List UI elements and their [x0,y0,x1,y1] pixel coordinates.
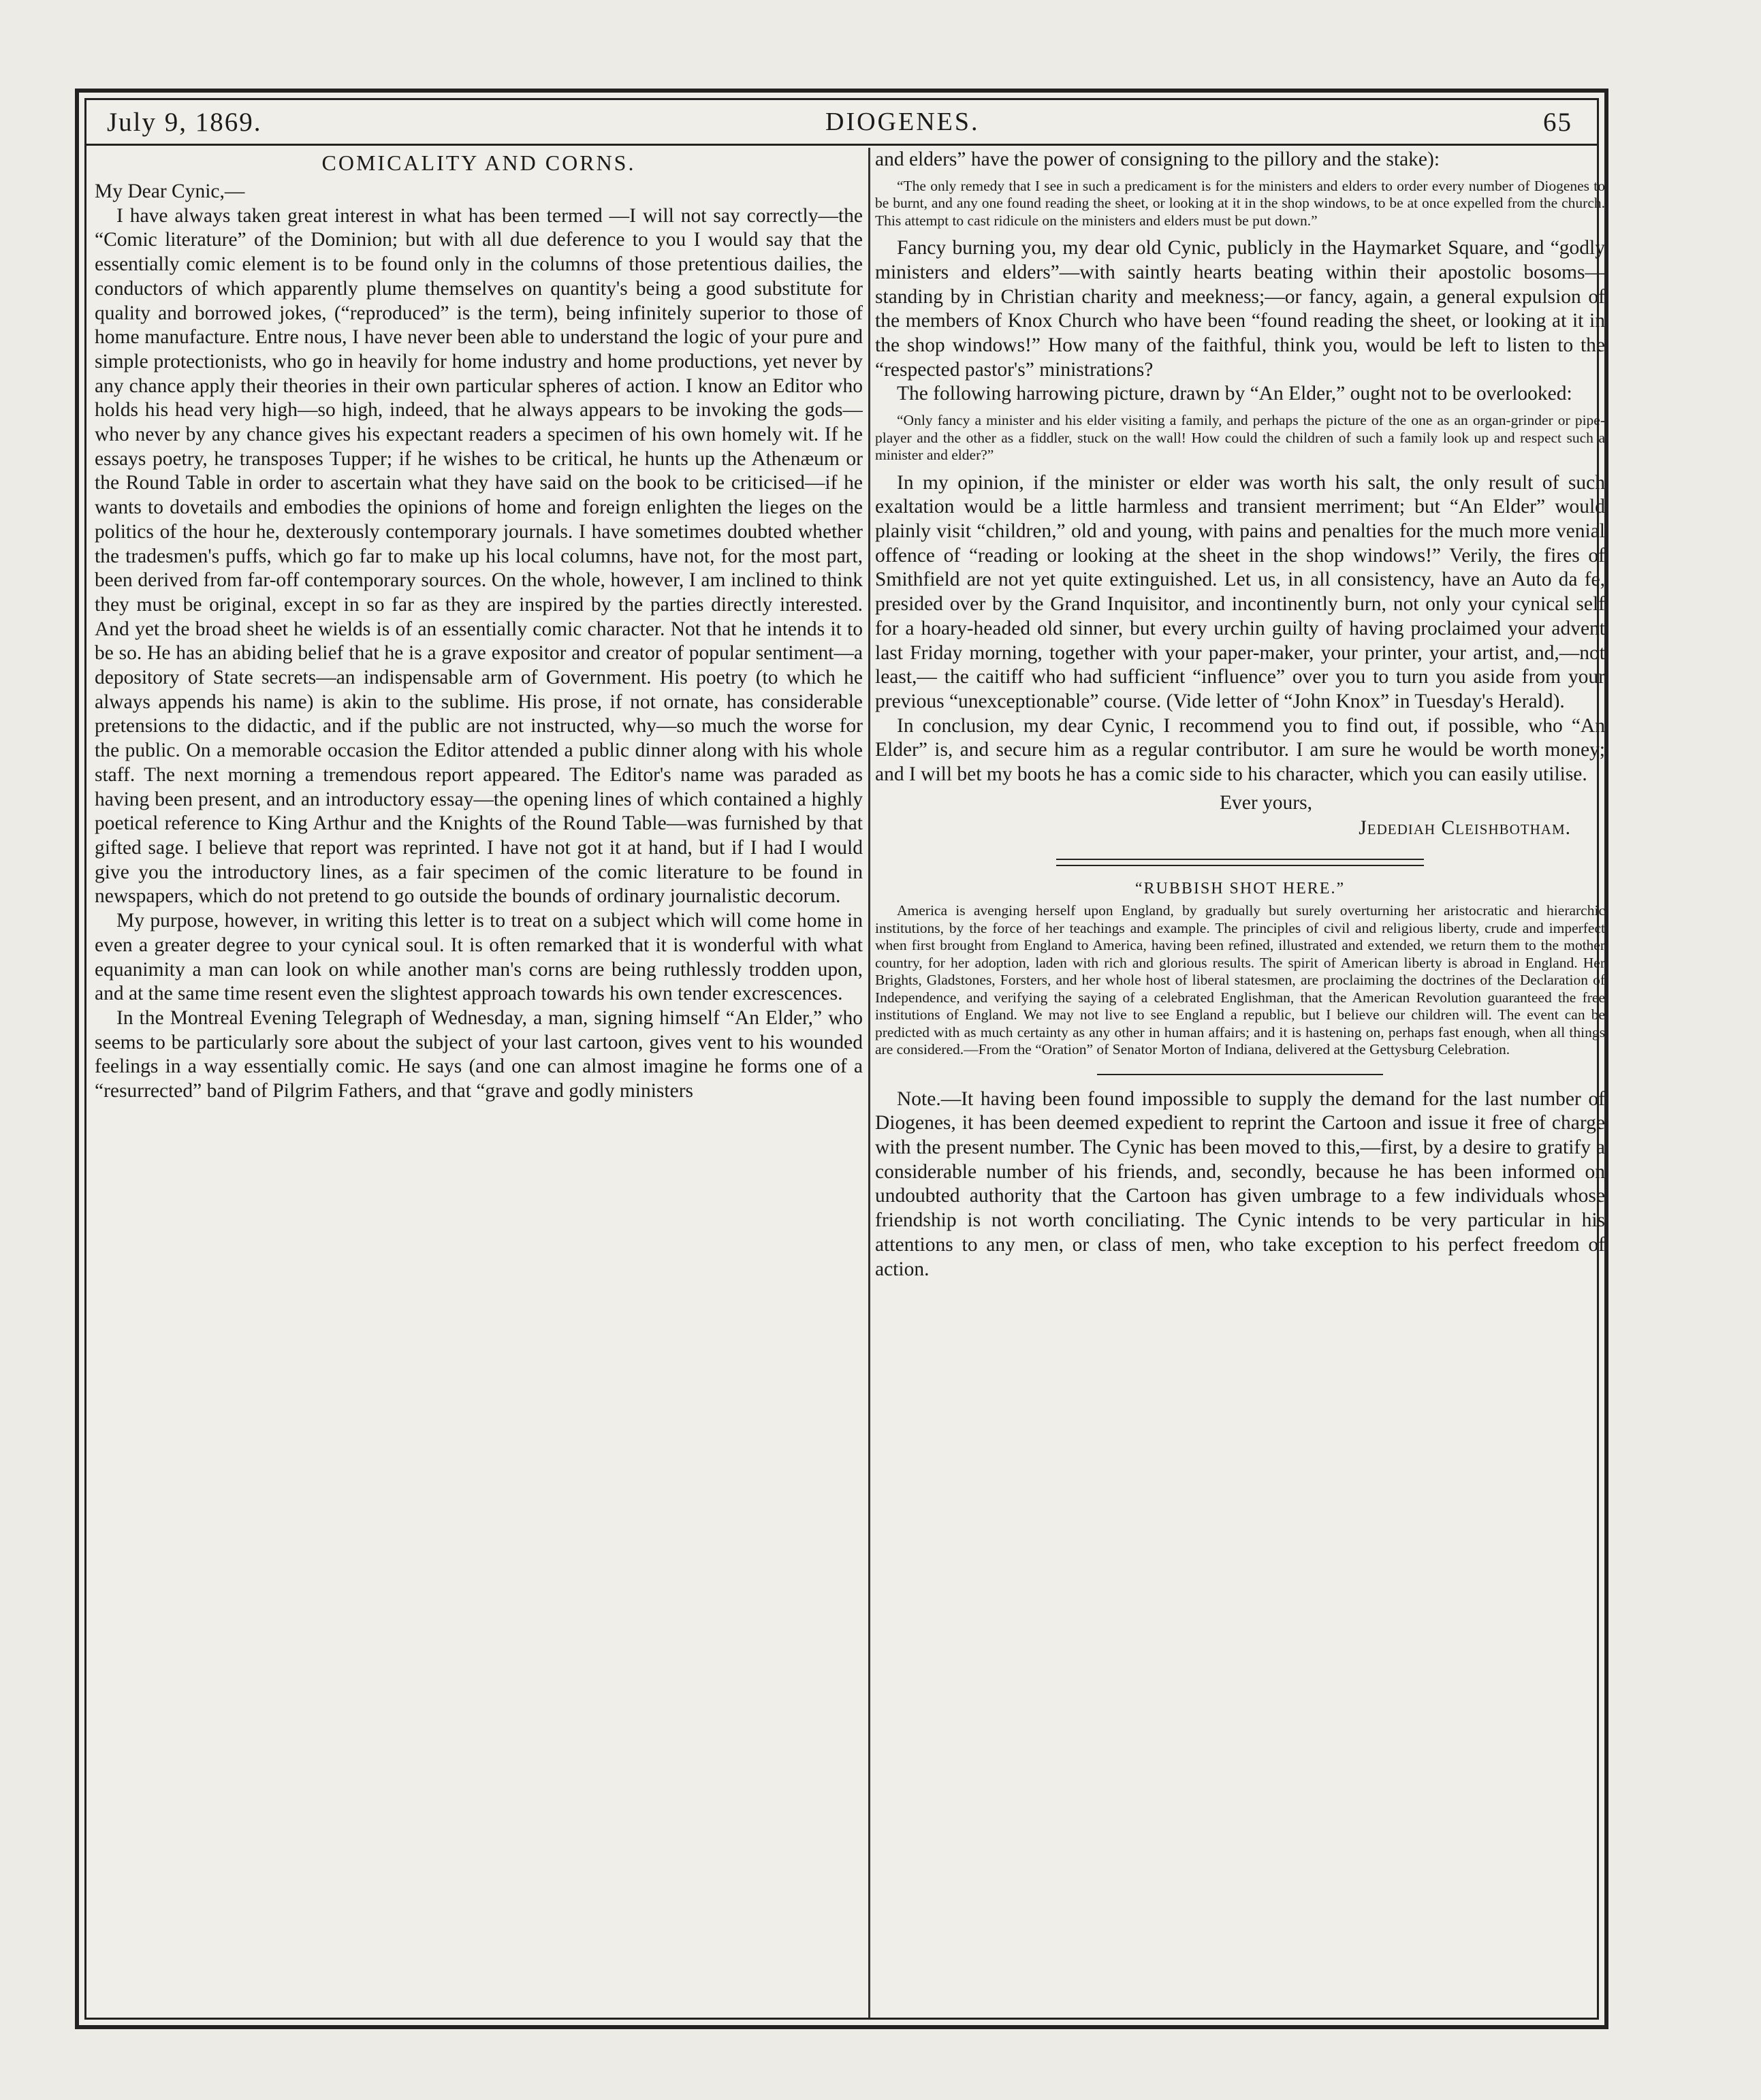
rubbish-heading: “RUBBISH SHOT HERE.” [1135,880,1346,898]
quoted-passage-1: “The only remedy that I see in such a predicament is for the ministers and elders to order every number of Diogenes to be burnt, and any one found reading the sheet, or looking at it in the shop windows, to be at once expelled from the church. This attempt to cast ridicule on the ministers and elders must be put down.” [875,177,1605,229]
paragraph-2: My purpose, however, in writing this letter is to treat on a subject which will come home in even a greater degree to your cynical soul. It is often remarked that it is wonderful with what equanimity a man can look on while another man's corns are being ruthlessly trodden upon, and at the same time resent even the slightest approach towards his own tender excrescences. [95,910,863,1005]
signoff: Ever yours, [1220,791,1312,814]
column-divider [868,148,870,2018]
paragraph-1: I have always taken great interest in what has been termed —I will not say correctly—the “Comic literature” of the Dominion; but with all due deference to you I would say that the essentially comic element is to be found only in the columns of those pretentious dailies, the conductors of which apparently plume themselves on quantity's being a good substitute for quality and borrowed jokes, (“reproduced” is the term), being infinitely superior to those of home manufacture. Entre nous, I have never been able to understand the logic of your pure and simple protectionists, who go in heavily for home industry and home productions, yet never by any chance apply their theories in their own particular spheres of action. I know an Editor who holds his head very high—so high, indeed, that he always appears to be invoking the gods—who never by any chance gives his expectant readers a specimen of his own homely wit. If he essays poetry, he transposes Tupper; if he wishes to be critical, he hunts up the Athenæum or the Round Table in order to ascertain what they have said on the book to be criticised—if he wants to dovetails and embodies the opinions of home and foreign enlighten the lieges on the politics of the hour he, dexterously contemporary journals. I have sometimes doubted whether the tradesmen's puffs, which go far to make up his local columns, have not, for the most part, been derived from far-off contemporary sources. On the whole, however, I am inclined to think they must be original, except in so far as they are inspired by the parties directly interested. And yet the broad sheet he wields is of an essentially comic character. Not that he intends it to be so. He has an abiding belief that he is a grave expositor and creator of popular sentiment—a depository of State secrets—an indispensable arm of Government. His poetry (to which he always appends his name) is akin to the sublime. His prose, if not ornate, has considerable pretensions to the didactic, and if the public are not instructed, why—so much the worse for the public. On a memorable occasion the Editor attended a public dinner along with his whole staff. The next morning a tremendous report appeared. The Editor's name was paraded as having been present, and an introductory essay—the opening lines of which contained a highly poetical reference to King Arthur and the Knights of the Round Table—was furnished by that gifted sage. I believe that report was reprinted. I have not got it at hand, but if I had I would give you the introductory lines, as a fair specimen of the comic literature to be found in newspapers, which do not pretend to go outside the bounds of ordinary journalistic decorum. [95,204,863,908]
right-column [875,148,1605,2018]
masthead-title: DIOGENES. [825,108,980,136]
article-heading: COMICALITY AND CORNS. [321,150,636,175]
signature: Jedediah Cleishbotham. [1359,817,1571,840]
right-paragraph-1: Fancy burning you, my dear old Cynic, publicly in the Haymarket Square, and “godly ministers and elders”—with saintly hearts beating within their apostolic bosoms—standing by in Christian charity and meekness;—or fancy, again, a general expulsion of the members of Knox Church who have been “found reading the sheet, or looking at it in the shop windows!” How many of the faithful, think you, would be left to listen to the “respected pastor's” ministrations? [875,237,1605,381]
newspaper-page [75,89,1608,2029]
right-paragraph-2: The following harrowing picture, drawn by “An Elder,” ought not to be overlooked: [897,383,1572,405]
rubbish-excerpt: America is avenging herself upon England, by gradually but surely overturning her aristocratic and hierarchic institutions, by the force of her teachings and example. The principles of civil and religious liberty, crude and imperfect when first brought from England to America, having been refined, illustrated and extended, we return them to the mother country, for her adoption, laden with rich and glorious results. The spirit of American liberty is abroad in England. Her Brights, Gladstones, Forsters, and her whole host of liberal statesmen, are proclaiming the doctrines of the Declaration of Independence, and verifying the saying of a celebrated Englishman, that the American Revolution guaranteed the free institutions of England. We may not live to see England a republic, but I believe our children will. The event can be predicted with as much certainty as any other in human affairs; and it is hastening on, perhaps fast enough, when all things are considered.—From the “Oration” of Senator Morton of Indiana, delivered at the Gettysburg Celebration. [875,902,1605,1058]
issue-date: July 9, 1869. [107,107,262,137]
quoted-passage-2: “Only fancy a minister and his elder visiting a family, and perhaps the picture of the one as an organ-grinder or pipe-player and the other as a fiddler, stuck on the wall! How could the children of such a family look up and respect such a minister and elder?” [875,412,1605,464]
page-header [86,100,1597,146]
right-paragraph-4: In conclusion, my dear Cynic, I recommend you to find out, if possible, who “An Elder” is, and secure him as a regular contributor. I am sure he would be worth money; and I will bet my boots he has a comic side to his character, which you can easily utilise. [875,714,1605,786]
double-rule-divider [1056,859,1424,866]
salutation: My Dear Cynic,— [95,180,245,202]
editorial-note: Note.—It having been found impossible to supply the demand for the last number of Diogenes, it has been deemed expedient to reprint the Cartoon and issue it free of charge with the present number. The Cynic has been moved to this,—first, by a desire to gratify a considerable number of his friends, and, secondly, because he has been informed on undoubted authority that the Cartoon has given umbrage to a few individuals whose friendship is not worth conciliating. The Cynic intends to be very particular in his attentions to any men, or class of men, who take exception to his perfect freedom of action. [875,1087,1605,1280]
paragraph-3: In the Montreal Evening Telegraph of Wednesday, a man, signing himself “An Elder,” who seems to be particularly sore about the subject of your last cartoon, gives vent to his wounded feelings in a way essentially comic. He says (and one can almost imagine he forms one of a “resurrected” band of Pilgrim Fathers, and that “grave and godly ministers [95,1006,863,1102]
page-number: 65 [1543,107,1572,137]
page-frame [84,98,1605,2020]
rule-divider [1097,1074,1383,1075]
article-columns [86,148,1605,2018]
left-column [95,148,863,2018]
right-paragraph-3: In my opinion, if the minister or elder was worth his salt, the only result of such exaltation would be a little harmless and transient merriment; but “An Elder” would plainly visit “children,” old and young, with pains and penalties for the much more venial offence of “reading or looking at the sheet in the shop windows!” Verily, the fires of Smithfield are not yet quite extinguished. Let us, in all consistency, have an Auto da fe, presided over by the Grand Inquisitor, and incontinently burn, not only your cynical self for a hoary-headed old sinner, but every urchin guilty of having proclaimed your advent last Friday morning, together with your paper-maker, your printer, your artist, and,—not least,— the caitiff who had sufficient “influence” over you to turn you aside from your previous “unexceptionable” course. (Vide letter of “John Knox” in Tuesday's Herald). [875,471,1605,712]
continuation-text: and elders” have the power of consigning to the pillory and the stake): [875,148,1440,170]
